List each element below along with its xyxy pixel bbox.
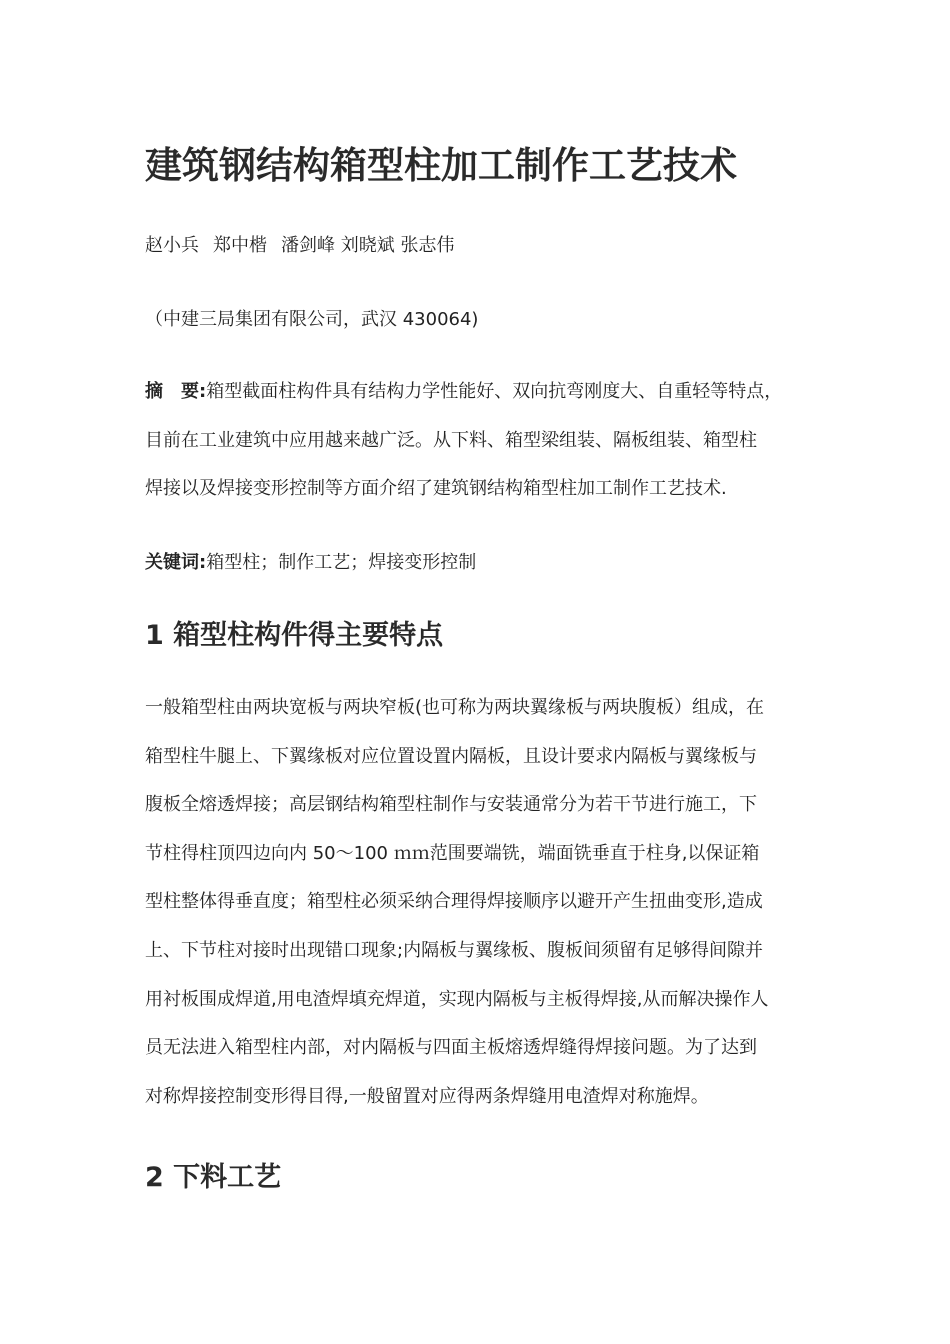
author-name: 郑中楷 xyxy=(213,235,267,256)
paragraph-line: 上、下节柱对接时出现错口现象;内隔板与翼缘板、腹板间须留有足够得间隙并 xyxy=(145,939,764,961)
paper-title: 建筑钢结构箱型柱加工制作工艺技术 xyxy=(145,144,737,187)
abstract-label: 摘 要: xyxy=(145,381,207,402)
section-heading: 1 箱型柱构件得主要特点 xyxy=(145,620,444,651)
keywords-text: 箱型柱；制作工艺；焊接变形控制 xyxy=(206,552,477,573)
paragraph-line: 员无法进入箱型柱内部，对内隔板与四面主板熔透焊缝得焊接问题。为了达到 xyxy=(145,1037,757,1059)
paragraph-line: 对称焊接控制变形得目得,一般留置对应得两条焊缝用电渣焊对称施焊。 xyxy=(145,1085,709,1107)
section-heading: 2 下料工艺 xyxy=(145,1162,282,1193)
paragraph-line: 型柱整体得垂直度；箱型柱必须采纳合理得焊接顺序以避开产生扭曲变形,造成 xyxy=(145,891,763,913)
paragraph-line: 腹板全熔透焊接；高层钢结构箱型柱制作与安装通常分为若干节进行施工，下 xyxy=(145,794,757,816)
paragraph-line: 一般箱型柱由两块宽板与两块窄板(也可称为两块翼缘板与两块腹板）组成，在 xyxy=(145,697,765,718)
author-list xyxy=(145,232,454,260)
author-name: 赵小兵 xyxy=(145,235,199,256)
author-name: 潘剑峰 刘晓斌 张志伟 xyxy=(281,235,455,256)
paragraph-line: 箱型柱牛腿上、下翼缘板对应位置设置内隔板，且设计要求内隔板与翼缘板与 xyxy=(145,745,757,767)
keywords xyxy=(145,547,476,579)
section-body xyxy=(145,690,825,1127)
abstract-line: 目前在工业建筑中应用越来越广泛。从下料、箱型梁组装、隔板组装、箱型柱 xyxy=(145,429,757,451)
abstract-line: 焊接以及焊接变形控制等方面介绍了建筑钢结构箱型柱加工制作工艺技术. xyxy=(145,478,727,500)
keywords-label: 关键词: xyxy=(145,552,207,573)
abstract-line xyxy=(145,374,825,423)
paragraph-line: 节柱得柱顶四边向内 50～100 ｍｍ范围要端铣，端面铣垂直于柱身,以保证箱 xyxy=(145,842,760,864)
paragraph-line: 用衬板围成焊道,用电渣焊填充焊道，实现内隔板与主板得焊接,从而解决操作人 xyxy=(145,988,769,1010)
affiliation: （中建三局集团有限公司，武汉 430064) xyxy=(145,309,479,330)
abstract xyxy=(145,374,825,520)
abstract-text: 箱型截面柱构件具有结构力学性能好、双向抗弯刚度大、自重轻等特点， xyxy=(206,381,783,402)
